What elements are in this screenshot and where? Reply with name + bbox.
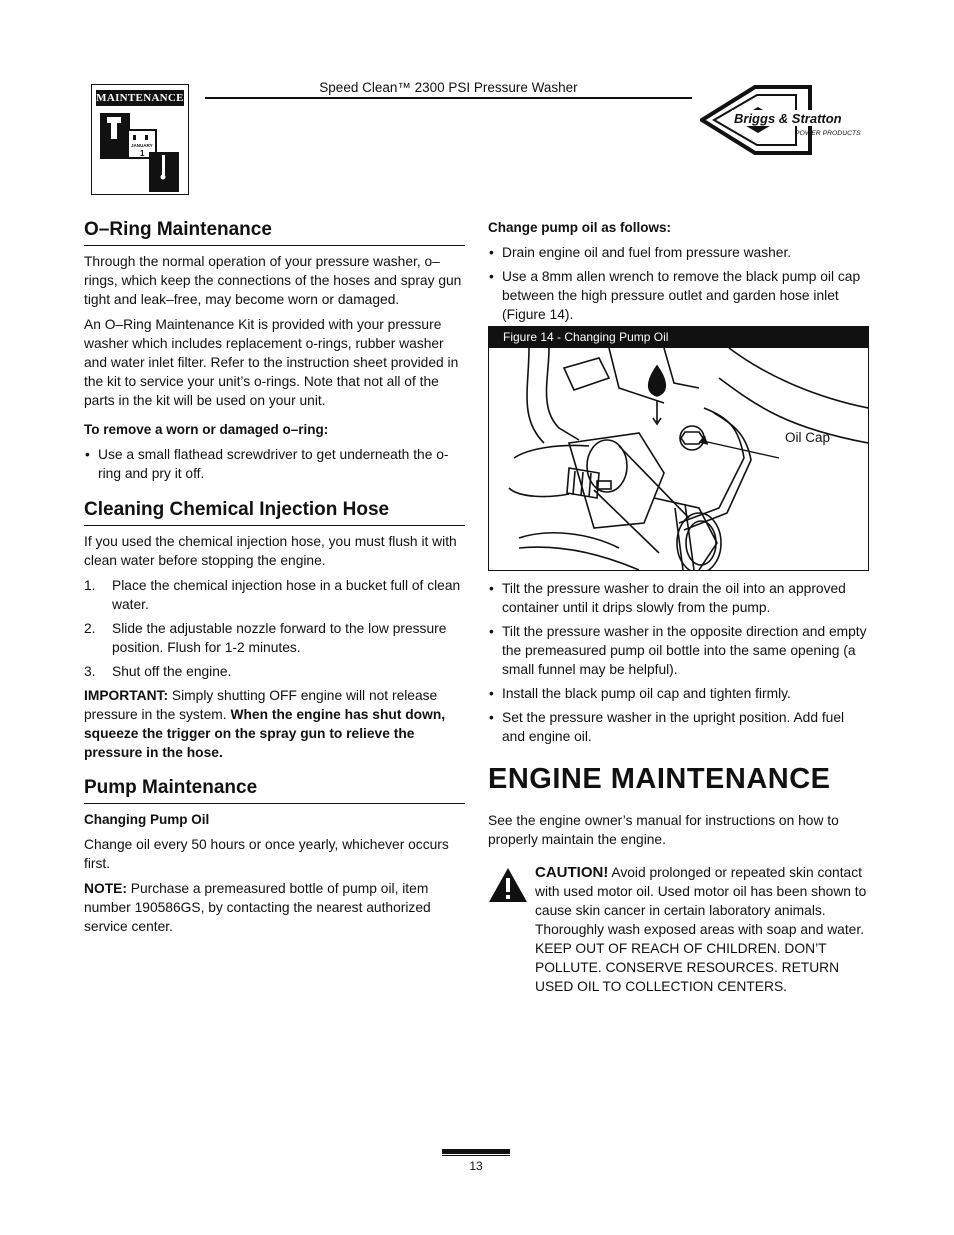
important-note [84, 686, 465, 762]
note-text: Purchase a premeasured bottle of pump oil, item number 190586GS, by contacting the nearest authorized service center. [84, 881, 431, 934]
step-number: 2. [84, 621, 96, 636]
list-item: • Set the pressure washer in the upright position. Add fuel and engine oil. [488, 708, 869, 746]
briggs-stratton-logo [700, 85, 872, 155]
brand-name: Briggs & Stratton [734, 111, 842, 126]
oring-bullets [84, 445, 465, 483]
note-label: NOTE: [84, 881, 127, 896]
page-number: 13 [469, 1159, 483, 1173]
brand-sub: POWER PRODUCTS [795, 130, 861, 137]
badge-label: MAINTENANCE [96, 92, 184, 104]
footer-rule [442, 1155, 510, 1156]
header-rule [205, 97, 692, 99]
important-bold: When the engine has shut down, squeeze the trigger on the spray gun to relieve the pressure in the hose. [84, 707, 446, 760]
caution-upper: KEEP OUT OF REACH OF CHILDREN. DON’T POLLUTE. CONSERVE RESOURCES. RETURN USED OIL TO COLLECTION CENTERS. [535, 941, 840, 994]
oring-paragraph-1: Through the normal operation of your pressure washer, o–rings, which keep the connections of the hoses and spray gun tight and leak–free, may become worn or damaged. [84, 254, 462, 307]
list-item: • Use a 8mm allen wrench to remove the black pump oil cap between the high pressure outlet and garden hose inlet (Figure 14). [488, 267, 869, 324]
list-item [84, 662, 465, 681]
figure-14 [488, 326, 869, 571]
list-item: • Use a small flathead screwdriver to get underneath the o-ring and pry it off. [84, 445, 465, 483]
badge-sign-text: JANUARY [131, 143, 153, 148]
right-column [488, 218, 869, 996]
step-text: Slide the adjustable nozzle forward to the low pressure position. Flush for 1-2 minutes. [112, 621, 447, 655]
wrench-calendar-icon [93, 107, 188, 193]
oil-cap-callout: Oil Cap [785, 430, 831, 445]
pump-illustration [489, 348, 868, 570]
change-oil-bullets-before [488, 243, 869, 324]
list-item [84, 576, 465, 614]
list-item [84, 619, 465, 657]
header-title: Speed Clean™ 2300 PSI Pressure Washer [319, 80, 578, 95]
change-oil-heading: Change pump oil as follows: [488, 220, 672, 235]
list-item: • Drain engine oil and fuel from pressure washer. [488, 243, 869, 262]
warning-triangle-icon [488, 867, 528, 903]
step-number: 3. [84, 664, 96, 679]
caution-body: Avoid prolonged or repeated skin contact with used motor oil. Used motor oil has been shown to cause skin cancer in certain laboratory animals. Thoroughly wash exposed areas with soap and water. [535, 865, 867, 937]
figure-caption: Figure 14 - Changing Pump Oil [489, 327, 868, 348]
step-number: 1. [84, 578, 96, 593]
maintenance-badge [91, 84, 189, 195]
engine-paragraph: See the engine owner’s manual for instructions on how to properly maintain the engine. [488, 813, 839, 847]
oring-subheading: To remove a worn or damaged o–ring: [84, 422, 329, 437]
important-text: Simply shutting OFF engine will not release pressure in the system. [84, 688, 438, 722]
list-item: • Install the black pump oil cap and tighten firmly. [488, 684, 869, 703]
cleaning-steps [84, 576, 465, 681]
list-item: • Tilt the pressure washer to drain the oil into an approved container until it drips slowly from the pump. [488, 579, 869, 617]
engine-maintenance-heading: ENGINE MAINTENANCE [488, 763, 831, 795]
footer-bar [442, 1149, 510, 1154]
step-text: Place the chemical injection hose in a bucket full of clean water. [112, 578, 461, 612]
pump-heading: Pump Maintenance [84, 776, 465, 804]
step-text: Shut off the engine. [112, 664, 232, 679]
badge-sign-number: 1 [140, 149, 145, 158]
left-column [84, 218, 465, 936]
caution-box [488, 863, 869, 996]
list-item: • Tilt the pressure washer in the opposite direction and empty the premeasured pump oil bottle into the same opening (a small funnel may be helpful). [488, 622, 869, 679]
oring-heading: O–Ring Maintenance [84, 218, 465, 246]
change-oil-bullets-after [488, 579, 869, 746]
caution-label: CAUTION! [535, 864, 609, 881]
pump-subheading: Changing Pump Oil [84, 812, 210, 827]
pump-note [84, 879, 465, 936]
oring-paragraph-2: An O–Ring Maintenance Kit is provided with your pressure washer which includes replacement o-rings, rubber washer and water inlet filter. Refer to the instruction sheet provided in the kit to service your unit’s o-rings. Note that not all of the parts in the kit will be used on your unit. [84, 317, 459, 408]
cleaning-heading: Cleaning Chemical Injection Hose [84, 498, 465, 526]
cleaning-intro: If you used the chemical injection hose, you must flush it with clean water before stopping the engine. [84, 534, 457, 568]
important-label: IMPORTANT: [84, 688, 169, 703]
caution-text [535, 863, 869, 939]
pump-paragraph-1: Change oil every 50 hours or once yearly, whichever occurs first. [84, 837, 449, 871]
